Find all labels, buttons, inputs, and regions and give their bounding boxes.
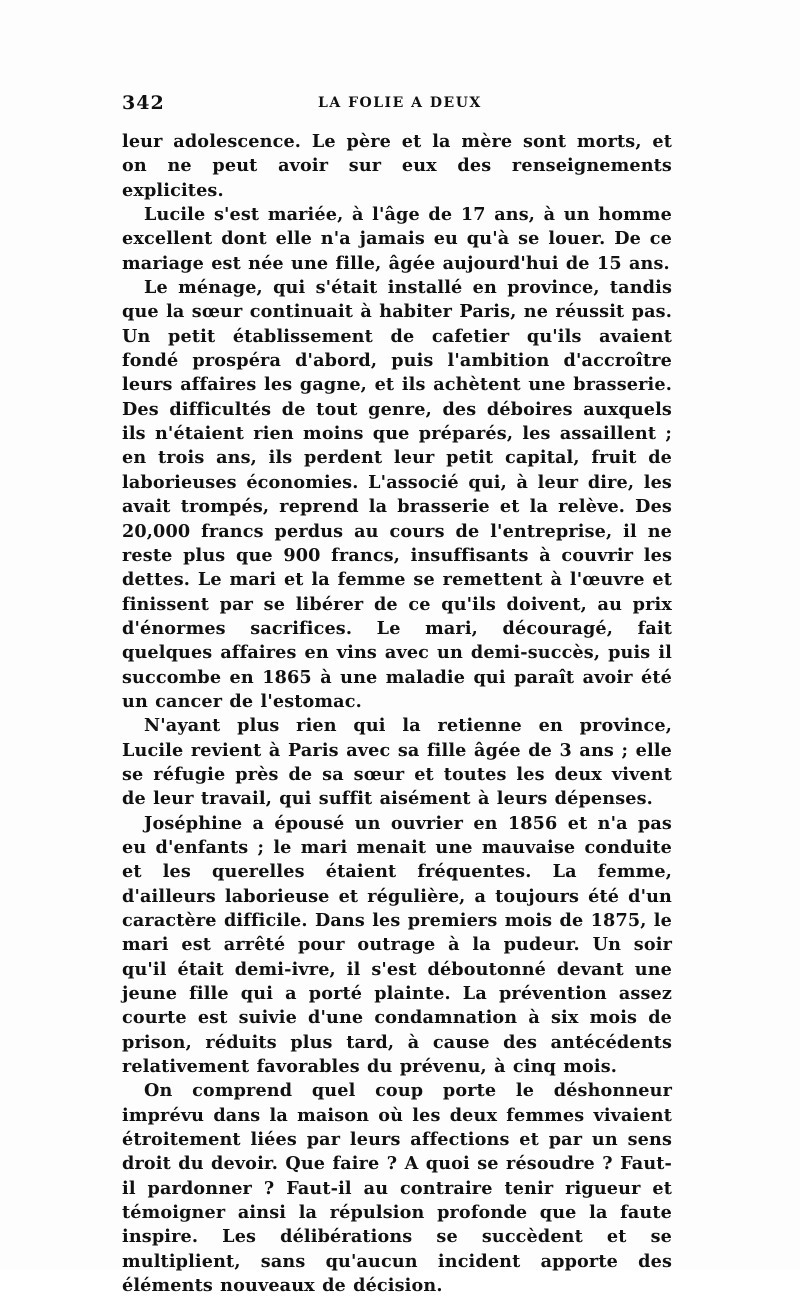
page-header — [122, 92, 672, 120]
paragraph-josephine: Joséphine a épousé un ouvrier en 1856 et n'a pas eu d'enfants ; le mari menait une mauvaise conduite et les querelles étaient fréquentes. La femme, d'ailleurs laborieuse et régulière, a toujours été d'un caractère difficile. Dans les premiers mois de 1875, le mari est arrêté pour outrage à la pudeur. Un soir qu'il était demi-ivre, il s'est déboutonné devant une jeune fille qui a porté plainte. La prévention assez courte est suivie d'une condamnation à six mois de prison, réduits plus tard, à cause des antécédents relativement favorables du prévenu, à cinq mois. — [122, 812, 672, 1078]
paragraph-lucile-marriage: Lucile s'est mariée, à l'âge de 17 ans, à un homme excellent dont elle n'a jamais eu qu'à se louer. De ce mariage est née une fille, âgée aujourd'hui de 15 ans. — [122, 204, 672, 274]
paragraph-lucile-returns: N'ayant plus rien qui la retienne en province, Lucile revient à Paris avec sa fille âgée de 3 ans ; elle se réfugie près de sa sœur et toutes les deux vivent de leur travail, qui suffit aisément à leurs dépenses. — [122, 715, 672, 810]
paragraph-menage: Le ménage, qui s'était installé en province, tandis que la sœur continuait à habiter Paris, ne réussit pas. Un petit établissement de cafetier qu'ils avaient fondé prospéra d'abord, puis l'ambition d'accroître leurs affaires les gagne, et ils achètent une brasserie. Des difficultés de tout genre, des déboires auxquels ils n'étaient rien moins que préparés, les assaillent ; en trois ans, ils perdent leur petit capital, fruit de laborieuses économies. L'associé qui, à leur dire, les avait trompés, reprend la brasserie et la relève. Des 20,000 francs perdus au cours de l'entreprise, il ne reste plus que 900 francs, insuffisants à couvrir les dettes. Le mari et la femme se remettent à l'œuvre et finissent par se libérer de ce qu'ils doivent, au prix d'énormes sacrifices. Le mari, découragé, fait quelques affaires en vins avec un demi-succès, puis il succombe en 1865 à une maladie qui paraît avoir été un cancer de l'estomac. — [122, 277, 672, 712]
paragraph-deshonneur: On comprend quel coup porte le déshonneur imprévu dans la maison où les deux femmes vivaient étroitement liées par leurs affections et par un sens droit du devoir. Que faire ? A quoi se résoudre ? Faut-il pardonner ? Faut-il au contraire tenir rigueur et témoigner ainsi la répulsion profonde que la faute inspire. Les délibérations se succèdent et se multiplient, sans qu'aucun incident apporte des éléments nouveaux de décision. — [122, 1080, 672, 1297]
paragraph-continuation: leur adolescence. Le père et la mère sont morts, et on ne peut avoir sur eux des renseignements explicites. — [122, 131, 672, 201]
body-text — [122, 130, 672, 1299]
running-title: LA FOLIE A DEUX — [318, 95, 482, 111]
page-number: 342 — [122, 92, 165, 114]
